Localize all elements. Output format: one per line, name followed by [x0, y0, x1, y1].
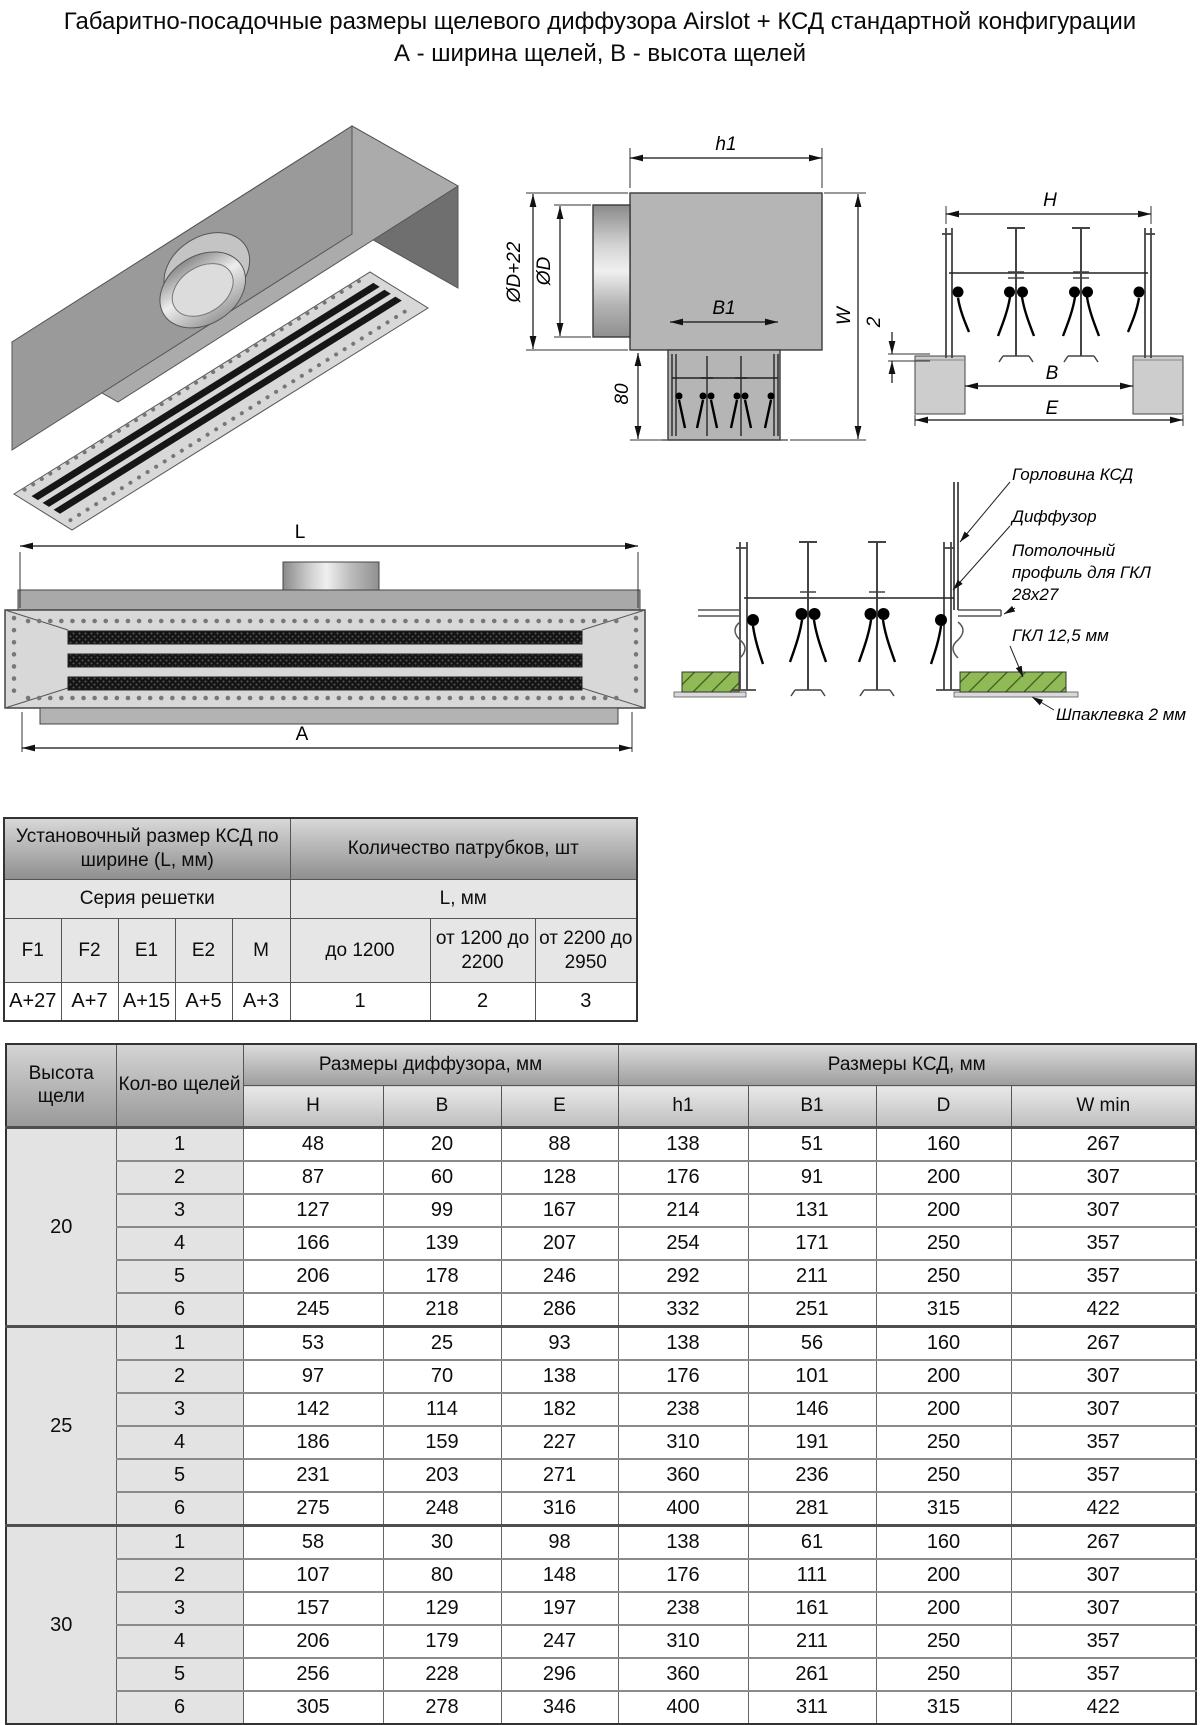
page-title-line2: А - ширина щелей, В - высота щелей: [393, 40, 807, 68]
callout-putty: Шпаклевка 2 мм: [1056, 705, 1187, 724]
dim-value-cell: 171: [748, 1227, 876, 1260]
dim-value-cell: 56: [748, 1327, 876, 1361]
dim-value-cell: 191: [748, 1426, 876, 1459]
t1-header-right: Количество патрубков, шт: [290, 818, 637, 880]
dim-value-cell: 97: [243, 1360, 383, 1393]
dim-value-cell: 207: [501, 1227, 618, 1260]
dim-value-cell: 357: [1011, 1459, 1196, 1492]
dim-value-cell: 127: [243, 1194, 383, 1227]
t1-series-value: A+27: [4, 983, 61, 1022]
t2-sub-col: W min: [1011, 1086, 1196, 1128]
slot-count-cell: 4: [116, 1227, 243, 1260]
slot-count-cell: 6: [116, 1691, 243, 1724]
dim-value-cell: 250: [876, 1459, 1011, 1492]
t1-values-row: [4, 983, 637, 1022]
ceiling-profile-bracket: [953, 610, 1001, 658]
dim-value-cell: 310: [618, 1426, 748, 1459]
dim-value-cell: 160: [876, 1327, 1011, 1361]
dim-value-cell: 129: [383, 1592, 501, 1625]
dim-value-cell: 80: [383, 1559, 501, 1592]
dim-value-cell: 307: [1011, 1194, 1196, 1227]
slot-count-cell: 1: [116, 1327, 243, 1361]
table-row: [6, 1161, 1196, 1194]
dim-value-cell: 231: [243, 1459, 383, 1492]
dim-value-cell: 360: [618, 1658, 748, 1691]
dim-value-cell: 176: [618, 1559, 748, 1592]
table-row: [6, 1327, 1196, 1361]
dim-value-cell: 346: [501, 1691, 618, 1724]
dim-value-cell: 211: [748, 1625, 876, 1658]
table-row: [6, 1360, 1196, 1393]
dim-label-h1: h1: [715, 134, 737, 155]
t2-col-slot-count: Кол-во щелей: [116, 1044, 243, 1128]
slot-height-cell: 20: [6, 1128, 116, 1327]
dim-value-cell: 245: [243, 1293, 383, 1327]
dim-value-cell: 61: [748, 1526, 876, 1560]
side-view-drawing: [470, 110, 880, 455]
dim-value-cell: 114: [383, 1393, 501, 1426]
dim-value-cell: 227: [501, 1426, 618, 1459]
slot-height-cell: 25: [6, 1327, 116, 1526]
table-row: [6, 1194, 1196, 1227]
duct-collar: [593, 205, 630, 337]
dim-value-cell: 186: [243, 1426, 383, 1459]
t2-group-header-row: [6, 1044, 1196, 1086]
slot-count-cell: 1: [116, 1526, 243, 1560]
dim-value-cell: 400: [618, 1691, 748, 1724]
slot-count-cell: 3: [116, 1592, 243, 1625]
dim-value-cell: 200: [876, 1592, 1011, 1625]
slot-count-cell: 4: [116, 1625, 243, 1658]
t2-sub-col: B1: [748, 1086, 876, 1128]
dim-value-cell: 256: [243, 1658, 383, 1691]
slot-count-cell: 2: [116, 1559, 243, 1592]
dim-value-cell: 236: [748, 1459, 876, 1492]
dim-value-cell: 160: [876, 1526, 1011, 1560]
dim-value-cell: 271: [501, 1459, 618, 1492]
dim-value-cell: 182: [501, 1393, 618, 1426]
face-view-drawing: [0, 500, 660, 760]
isometric-view-drawing: [0, 90, 470, 535]
dim-value-cell: 246: [501, 1260, 618, 1293]
dim-value-cell: 160: [876, 1128, 1011, 1162]
dim-value-cell: 211: [748, 1260, 876, 1293]
t1-header-left: Установочный размер КСД по ширине (L, мм): [4, 818, 290, 880]
dim-value-cell: 60: [383, 1161, 501, 1194]
dim-value-cell: 281: [748, 1492, 876, 1526]
page-title: [0, 6, 1200, 71]
table-row: [6, 1559, 1196, 1592]
gkl-block-right: [960, 672, 1066, 692]
t1-series-col: E2: [175, 919, 232, 983]
dim-value-cell: 357: [1011, 1658, 1196, 1691]
dim-value-cell: 176: [618, 1360, 748, 1393]
t2-col-slot-height: Высота щели: [6, 1044, 116, 1128]
slot-count-cell: 6: [116, 1492, 243, 1526]
dim-value-cell: 25: [383, 1327, 501, 1361]
duct-stub: [283, 562, 379, 590]
slot-count-cell: 1: [116, 1128, 243, 1162]
callout-gkl: ГКЛ 12,5 мм: [1012, 626, 1109, 645]
callout-throat: Горловина КСД: [1012, 465, 1134, 484]
dim-value-cell: 203: [383, 1459, 501, 1492]
ceiling-block-left: [915, 356, 965, 414]
dim-label-80: 80: [612, 383, 633, 405]
dim-value-cell: 292: [618, 1260, 748, 1293]
slot-count-cell: 2: [116, 1360, 243, 1393]
dim-label-b1: B1: [712, 298, 736, 319]
dim-value-cell: 307: [1011, 1592, 1196, 1625]
dim-value-cell: 316: [501, 1492, 618, 1526]
dim-value-cell: 139: [383, 1227, 501, 1260]
dim-label-h: H: [1043, 190, 1057, 211]
t1-series-col: F2: [61, 919, 118, 983]
dim-value-cell: 315: [876, 1293, 1011, 1327]
t1-count-value: 3: [535, 983, 637, 1022]
dim-value-cell: 218: [383, 1293, 501, 1327]
t1-series-col: F1: [4, 919, 61, 983]
dim-value-cell: 357: [1011, 1260, 1196, 1293]
t1-series-value: A+5: [175, 983, 232, 1022]
dim-value-cell: 250: [876, 1658, 1011, 1691]
t2-sub-col: h1: [618, 1086, 748, 1128]
dim-value-cell: 91: [748, 1161, 876, 1194]
t1-sub-right: L, мм: [290, 880, 637, 919]
dim-value-cell: 166: [243, 1227, 383, 1260]
dim-value-cell: 167: [501, 1194, 618, 1227]
cross-section-drawing: [830, 170, 1200, 430]
dim-value-cell: 422: [1011, 1492, 1196, 1526]
dim-value-cell: 138: [618, 1128, 748, 1162]
dim-value-cell: 307: [1011, 1360, 1196, 1393]
dim-value-cell: 70: [383, 1360, 501, 1393]
dim-value-cell: 58: [243, 1526, 383, 1560]
dim-value-cell: 315: [876, 1492, 1011, 1526]
dim-value-cell: 247: [501, 1625, 618, 1658]
plenum-body: [18, 590, 640, 610]
dim-value-cell: 200: [876, 1559, 1011, 1592]
dim-value-cell: 228: [383, 1658, 501, 1691]
t2-sub-col: B: [383, 1086, 501, 1128]
dim-value-cell: 261: [748, 1658, 876, 1691]
dim-label-2: 2: [864, 316, 885, 328]
dim-value-cell: 400: [618, 1492, 748, 1526]
slot-count-cell: 6: [116, 1293, 243, 1327]
dim-value-cell: 159: [383, 1426, 501, 1459]
dim-value-cell: 250: [876, 1625, 1011, 1658]
dim-value-cell: 214: [618, 1194, 748, 1227]
t1-sub-left: Серия решетки: [4, 880, 290, 919]
dim-value-cell: 238: [618, 1393, 748, 1426]
t2-group-ksd: Размеры КСД, мм: [618, 1044, 1196, 1086]
slot-count-cell: 5: [116, 1658, 243, 1691]
dim-value-cell: 53: [243, 1327, 383, 1361]
dim-value-cell: 138: [618, 1526, 748, 1560]
dim-value-cell: 157: [243, 1592, 383, 1625]
face-bottom-strip: [40, 708, 618, 724]
dim-value-cell: 311: [748, 1691, 876, 1724]
dim-value-cell: 88: [501, 1128, 618, 1162]
dim-value-cell: 250: [876, 1227, 1011, 1260]
dim-value-cell: 138: [618, 1327, 748, 1361]
slot-count-cell: 2: [116, 1161, 243, 1194]
dim-value-cell: 200: [876, 1393, 1011, 1426]
dim-value-cell: 275: [243, 1492, 383, 1526]
ksd-box: [630, 193, 822, 350]
t1-header-row: [4, 818, 637, 880]
dim-value-cell: 148: [501, 1559, 618, 1592]
t2-sub-col: H: [243, 1086, 383, 1128]
dim-value-cell: 128: [501, 1161, 618, 1194]
dim-value-cell: 332: [618, 1293, 748, 1327]
dim-value-cell: 286: [501, 1293, 618, 1327]
table-row: [6, 1592, 1196, 1625]
dim-value-cell: 142: [243, 1393, 383, 1426]
t1-length-col: от 1200 до 2200: [430, 919, 535, 983]
t1-length-col: от 2200 до 2950: [535, 919, 637, 983]
dim-value-cell: 101: [748, 1360, 876, 1393]
table-row: [6, 1293, 1196, 1327]
table-row: [6, 1625, 1196, 1658]
dim-value-cell: 267: [1011, 1526, 1196, 1560]
dim-value-cell: 357: [1011, 1227, 1196, 1260]
dim-value-cell: 176: [618, 1161, 748, 1194]
dim-value-cell: 307: [1011, 1161, 1196, 1194]
dim-value-cell: 30: [383, 1526, 501, 1560]
dim-label-b: B: [1045, 363, 1059, 384]
dim-value-cell: 307: [1011, 1559, 1196, 1592]
dim-value-cell: 200: [876, 1161, 1011, 1194]
dim-value-cell: 360: [618, 1459, 748, 1492]
mounting-section-drawing: [660, 430, 1200, 730]
dimensions-table: [5, 1043, 1197, 1725]
slot-count-cell: 5: [116, 1260, 243, 1293]
dim-value-cell: 146: [748, 1393, 876, 1426]
table-row: [6, 1459, 1196, 1492]
dim-value-cell: 305: [243, 1691, 383, 1724]
dim-value-cell: 197: [501, 1592, 618, 1625]
dim-value-cell: 278: [383, 1691, 501, 1724]
dim-value-cell: 250: [876, 1260, 1011, 1293]
putty-layer: [954, 692, 1078, 697]
connector-count-table: [3, 817, 638, 1022]
dim-label-dd: ØD: [534, 256, 555, 286]
callout-ceiling-profile: Потолочный профиль для ГКЛ 28х27: [1012, 541, 1151, 604]
t1-series-value: A+3: [232, 983, 290, 1022]
t1-series-col: E1: [118, 919, 175, 983]
dim-value-cell: 107: [243, 1559, 383, 1592]
dim-value-cell: 131: [748, 1194, 876, 1227]
dim-value-cell: 161: [748, 1592, 876, 1625]
dim-value-cell: 87: [243, 1161, 383, 1194]
dim-value-cell: 138: [501, 1360, 618, 1393]
dim-value-cell: 238: [618, 1592, 748, 1625]
dim-value-cell: 178: [383, 1260, 501, 1293]
dim-value-cell: 315: [876, 1691, 1011, 1724]
gkl-block-left: [682, 672, 739, 692]
callout-diffuser: Диффузор: [1012, 507, 1097, 526]
dim-value-cell: 99: [383, 1194, 501, 1227]
t1-count-value: 2: [430, 983, 535, 1022]
dim-value-cell: 250: [876, 1426, 1011, 1459]
dim-label-a: A: [295, 724, 309, 745]
dim-label-dd22: ØD+22: [504, 241, 525, 303]
page-title-line1: Габаритно-посадочные размеры щелевого диффузора Airslot + КСД стандартной конфигурации: [63, 8, 1137, 35]
t1-series-col: M: [232, 919, 290, 983]
dim-value-cell: 251: [748, 1293, 876, 1327]
slot-count-cell: 3: [116, 1194, 243, 1227]
table-row: [6, 1492, 1196, 1526]
slot-count-cell: 3: [116, 1393, 243, 1426]
dim-value-cell: 422: [1011, 1691, 1196, 1724]
dim-value-cell: 20: [383, 1128, 501, 1162]
dim-value-cell: 310: [618, 1625, 748, 1658]
ceiling-block-right: [1133, 356, 1183, 414]
table-row: [6, 1260, 1196, 1293]
dim-value-cell: 267: [1011, 1327, 1196, 1361]
dim-value-cell: 296: [501, 1658, 618, 1691]
table-row: [6, 1691, 1196, 1724]
dim-value-cell: 206: [243, 1260, 383, 1293]
dim-label-e: E: [1045, 398, 1059, 419]
t2-group-diffuser: Размеры диффузора, мм: [243, 1044, 618, 1086]
dim-value-cell: 48: [243, 1128, 383, 1162]
dim-value-cell: 200: [876, 1360, 1011, 1393]
table-row: [6, 1128, 1196, 1162]
t1-series-value: A+7: [61, 983, 118, 1022]
table-row: [6, 1658, 1196, 1691]
dim-value-cell: 51: [748, 1128, 876, 1162]
dim-value-cell: 200: [876, 1194, 1011, 1227]
dim-value-cell: 179: [383, 1625, 501, 1658]
dim-value-cell: 357: [1011, 1426, 1196, 1459]
slot-count-cell: 5: [116, 1459, 243, 1492]
dim-label-w: W: [834, 307, 855, 325]
dim-value-cell: 98: [501, 1526, 618, 1560]
dim-value-cell: 206: [243, 1625, 383, 1658]
dim-value-cell: 248: [383, 1492, 501, 1526]
t1-subheader-row: [4, 880, 637, 919]
table-row: [6, 1526, 1196, 1560]
slot-count-cell: 4: [116, 1426, 243, 1459]
dim-value-cell: 254: [618, 1227, 748, 1260]
t1-columns-row: [4, 919, 637, 983]
t2-sub-col: D: [876, 1086, 1011, 1128]
t1-length-col: до 1200: [290, 919, 430, 983]
t2-sub-col: E: [501, 1086, 618, 1128]
dim-value-cell: 111: [748, 1559, 876, 1592]
dim-value-cell: 307: [1011, 1393, 1196, 1426]
dim-label-l: L: [294, 522, 306, 543]
table-row: [6, 1227, 1196, 1260]
table-row: [6, 1393, 1196, 1426]
table-row: [6, 1426, 1196, 1459]
dim-value-cell: 357: [1011, 1625, 1196, 1658]
dim-value-cell: 267: [1011, 1128, 1196, 1162]
t1-count-value: 1: [290, 983, 430, 1022]
dim-value-cell: 422: [1011, 1293, 1196, 1327]
dim-value-cell: 93: [501, 1327, 618, 1361]
slot-height-cell: 30: [6, 1526, 116, 1725]
t1-series-value: A+15: [118, 983, 175, 1022]
